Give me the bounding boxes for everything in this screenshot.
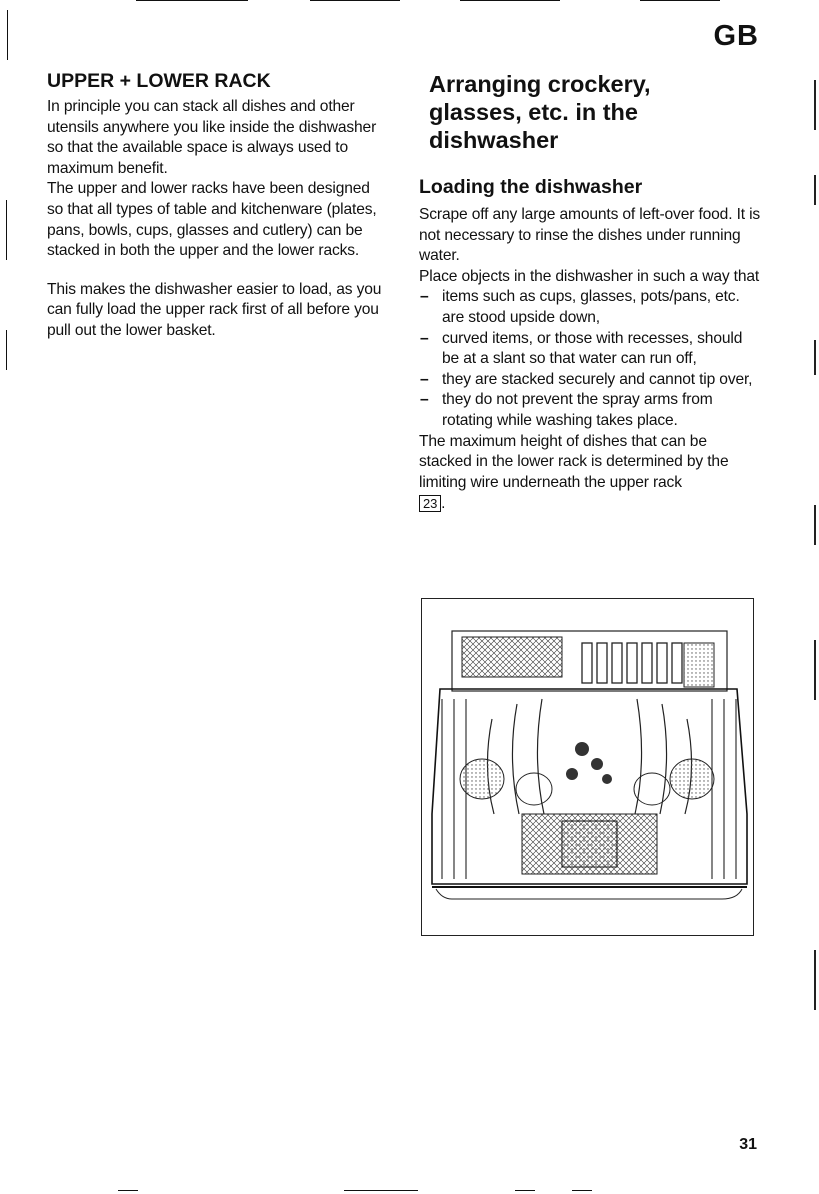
racks-paragraph-1: In principle you can stack all dishes and other utensils anywhere you like inside the dishwasher so that the available space is always used to maximum benefit. [47,98,377,177]
list-item-text: items such as cups, glasses, pots/pans, etc. are stood upside down, [442,288,740,326]
scan-mark [640,0,720,1]
scan-mark [118,1190,138,1191]
page-title: Arranging crockery, glasses, etc. in the dishwasher [429,71,651,153]
scan-mark [344,1190,418,1191]
language-code: GB [713,20,759,52]
list-item [419,390,761,431]
list-item-text: they do not prevent the spray arms from rotating while washing takes place. [442,391,713,429]
bullet-dash: – [420,370,429,388]
bullet-dash: – [420,288,429,306]
scan-mark [814,950,816,1010]
section-title-racks: UPPER + LOWER RACK [47,70,271,92]
limiting-wire-text: The maximum height of dishes that can be stacked in the lower rack is determined by the limiting wire underneath the upper rack [419,432,729,491]
list-item [419,370,761,391]
left-column [47,70,387,342]
scan-mark [814,175,816,205]
list-item-text: curved items, or those with recesses, should be at a slant so that water can run off, [442,329,743,368]
section-title-loading: Loading the dishwasher [419,176,643,198]
page-number: 31 [739,1136,757,1153]
scan-mark [814,505,816,545]
scan-mark [814,80,816,130]
scan-mark [310,0,400,1]
figure-reference: 23 [419,495,441,512]
list-item-text: they are stacked securely and cannot tip over, [442,370,753,388]
scan-mark [7,10,8,60]
scan-mark [814,340,816,375]
figure-reference-suffix: . [441,495,446,513]
racks-paragraph-2: The upper and lower racks have been designed so that all types of table and kitchenware (plates, pans, bowls, cups, glasses and cutlery) can be stacked in both the upper and the lower racks. [47,180,377,260]
scan-mark [460,0,560,1]
loading-rules-list [419,287,761,431]
loading-paragraph-1: Scrape off any large amounts of left-over food. It is not necessary to rinse the dishes under running water. [419,206,761,265]
list-item [419,329,761,370]
list-item [419,287,761,328]
racks-paragraph-3: This makes the dishwasher easier to load, as you can fully load the upper rack first of all before you pull out the lower basket. [47,280,382,339]
dishwasher-rack-illustration [421,598,754,936]
loading-paragraph-2: Place objects in the dishwasher in such a way that [419,267,760,285]
bullet-dash: – [420,391,429,409]
bullet-dash: – [420,329,429,347]
scan-mark [6,330,7,370]
scan-mark [6,200,7,260]
scan-mark [515,1190,535,1191]
scan-mark [136,0,248,1]
scan-mark [814,640,816,700]
right-column [419,70,761,515]
scan-mark [572,1190,592,1191]
rack-drawing [422,599,754,936]
loading-paragraph-3 [419,432,761,515]
